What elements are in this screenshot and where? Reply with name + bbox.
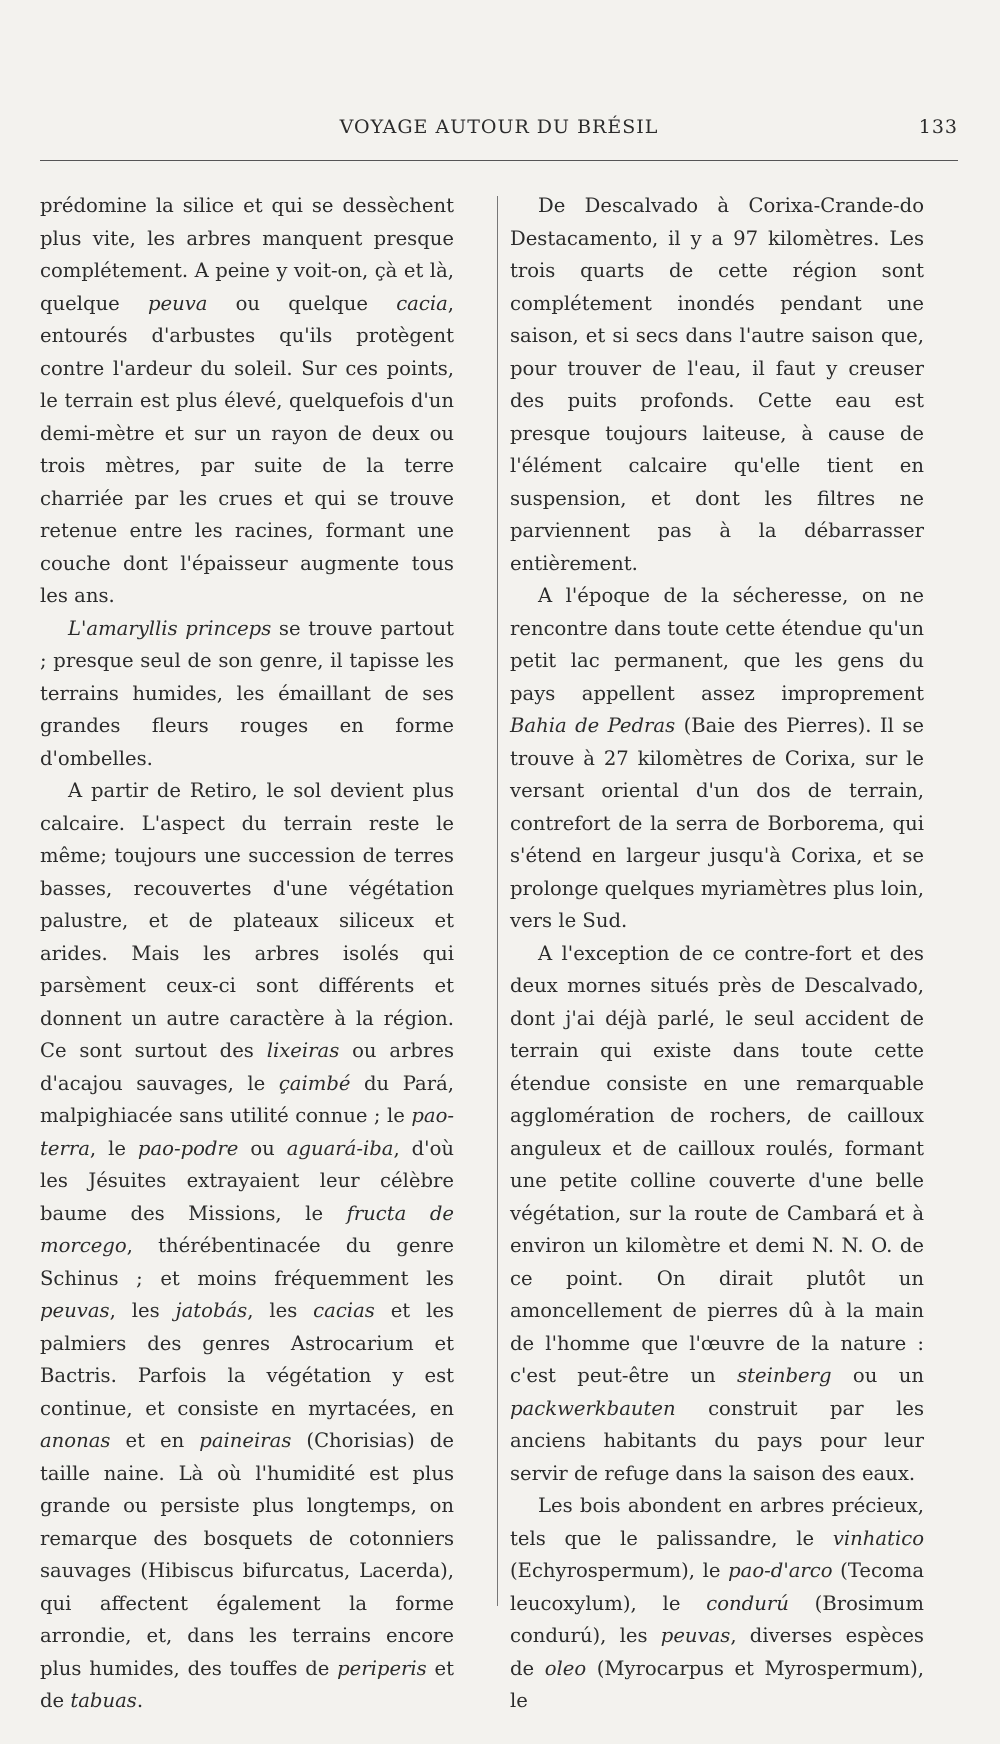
italic-term: tabuas — [70, 1689, 137, 1712]
text: (Echyrospermum), le — [510, 1559, 729, 1582]
text: , entourés d'arbustes qu'ils protègent contre l'ardeur du soleil. Sur ces points, le terrain est plus élevé, quelquefois d'un demi-mètre et sur un rayon de deux ou trois mètres, par suite de la terre charriée par les crues et qui se trouve retenue entre les racines, formant une couche dont l'épaisseur augmente tous les ans. — [40, 291, 454, 607]
page-number: 133 — [918, 116, 958, 138]
italic-term: Bahia de Pedras — [510, 714, 676, 737]
text: De Descalvado à Corixa-Crande-do Destacamento, il y a 97 kilomètres. Les trois quarts de cette région sont complétement inondés pendant une saison, et si secs dans l'autre saison que, pour trouver de l'eau, il faut y creuser des puits profonds. Cette eau est presque toujours laiteuse, à cause de l'élément calcaire qu'elle tient en suspension, et dont les filtres ne parviennent pas à la débarrasser entièrement. — [510, 194, 924, 575]
italic-term: steinberg — [737, 1364, 832, 1387]
italic-term: pao-podre — [137, 1136, 239, 1160]
text: ou un — [831, 1364, 924, 1387]
italic-term: periperis — [337, 1656, 427, 1680]
text: ou arbres d'acajou sauvages, le — [40, 1039, 454, 1095]
running-header — [40, 112, 958, 152]
text: , les — [247, 1299, 314, 1322]
italic-term: jatobás — [175, 1299, 248, 1322]
italic-term: peuvas — [40, 1299, 110, 1322]
text: , le — [89, 1136, 138, 1160]
paragraph — [40, 775, 454, 1718]
italic-term: packwerkbauten — [510, 1396, 676, 1420]
italic-term: peuva — [147, 291, 208, 315]
text: (Baie des Pierres). Il se trouve à 27 kilomètres de Corixa, sur le versant oriental d'un dos de terrain, contrefort de la serra de Borborema, qui s'étend en largeur jusqu'à Corixa, et se prolonge quelques myriamètres plus loin, vers le Sud. — [510, 714, 924, 932]
paragraph — [40, 613, 454, 776]
text: A l'époque de la sécheresse, on ne rencontre dans toute cette étendue qu'un petit lac permanent, que les gens du pays appellent assez improprement — [510, 584, 924, 705]
text: , diverses espèces de — [510, 1624, 924, 1680]
text: , thérébentinacée du genre Schinus ; et moins fréquemment les — [40, 1234, 454, 1290]
running-title: VOYAGE AUTOUR DU BRÉSIL — [339, 116, 659, 138]
text: (Myrocarpus et Myrospermum), le — [510, 1656, 924, 1712]
italic-term: aguará-iba — [286, 1136, 394, 1160]
text: Les bois abondent en arbres précieux, tels que le palissandre, le — [510, 1494, 924, 1550]
paragraph — [510, 580, 924, 938]
italic-term: condurú — [706, 1591, 789, 1615]
right-column — [510, 190, 924, 1718]
text: construit par les anciens habitants du pays pour leur servir de refuge dans la saison des eaux. — [510, 1396, 924, 1485]
column-divider — [497, 196, 498, 1606]
text: A l'exception de ce contre-fort et des deux mornes situés près de Descalvado, dont j'ai déjà parlé, le seul accident de terrain qui existe dans toute cette étendue consiste en une remarquable agglomération de rochers, de cailloux anguleux et de cailloux roulés, formant une petite colline couverte d'une belle végétation, sur la route de Cambará et à environ un kilomètre et demi N. N. O. de ce point. On dirait plutôt un amoncellement de pierres dû à la main de l'homme que l'œuvre de la nature : c'est peut-être un — [510, 941, 924, 1387]
text: se trouve partout ; presque seul de son genre, il tapisse les terrains humides, les émaillant de ses grandes fleurs rouges en forme d'ombelles. — [40, 616, 454, 770]
italic-term: paineiras — [199, 1429, 292, 1452]
text: et de — [40, 1656, 454, 1712]
left-column — [40, 190, 454, 1718]
text: , les — [109, 1299, 176, 1322]
text: (Brosimum condurú), les — [510, 1591, 924, 1647]
italic-term: cacia — [396, 291, 448, 315]
italic-term: pao-d'arco — [728, 1559, 833, 1582]
italic-term: L'amaryllis princeps — [68, 616, 272, 640]
text: ou quelque — [207, 291, 397, 315]
text: ou — [238, 1136, 287, 1160]
italic-term: vinhatico — [832, 1526, 924, 1550]
paragraph — [40, 190, 454, 613]
italic-term: pao-terra — [40, 1104, 454, 1160]
text: (Tecoma leucoxylum), le — [510, 1559, 924, 1615]
italic-term: anonas — [40, 1429, 111, 1452]
text: prédomine la silice et qui se dessèchent plus vite, les arbres manquent presque complétement. A peine y voit-on, çà et là, quelque — [40, 194, 454, 315]
paragraph — [510, 190, 924, 580]
italic-term: lixeiras — [266, 1039, 340, 1062]
italic-term: cacias — [313, 1299, 375, 1322]
italic-term: oleo — [544, 1656, 587, 1680]
header-rule — [40, 160, 958, 161]
text: et les palmiers des genres Astrocarium et Bactris. Parfois la végétation y est continue, et consiste en myrtacées, en — [40, 1299, 454, 1420]
text: et en — [110, 1429, 200, 1452]
text: (Chorisias) de taille naine. Là où l'humidité est plus grande ou persiste plus longtemps, on remarque des bosquets de cotonniers sauvages (Hibiscus bifurcatus, Lacerda), qui affectent également la forme arrondie, et, dans les terrains encore plus humides, des touffes de — [40, 1429, 454, 1680]
text: , d'où les Jésuites extrayaient leur célèbre baume des Missions, le — [40, 1136, 454, 1225]
italic-term: fructa de morcego — [40, 1201, 454, 1257]
text: A partir de Retiro, le sol devient plus calcaire. L'aspect du terrain reste le même; toujours une succession de terres basses, recouvertes d'une végétation palustre, et de plateaux siliceux et arides. Mais les arbres isolés qui parsèment ceux-ci sont différents et donnent un autre caractère à la région. Ce sont surtout des — [40, 779, 454, 1062]
italic-term: peuvas — [660, 1624, 731, 1647]
paragraph — [510, 938, 924, 1491]
text: . — [136, 1689, 144, 1712]
italic-term: çaimbé — [278, 1071, 351, 1095]
text: du Pará, malpighiacée sans utilité connue ; le — [40, 1071, 454, 1127]
paragraph — [510, 1490, 924, 1718]
